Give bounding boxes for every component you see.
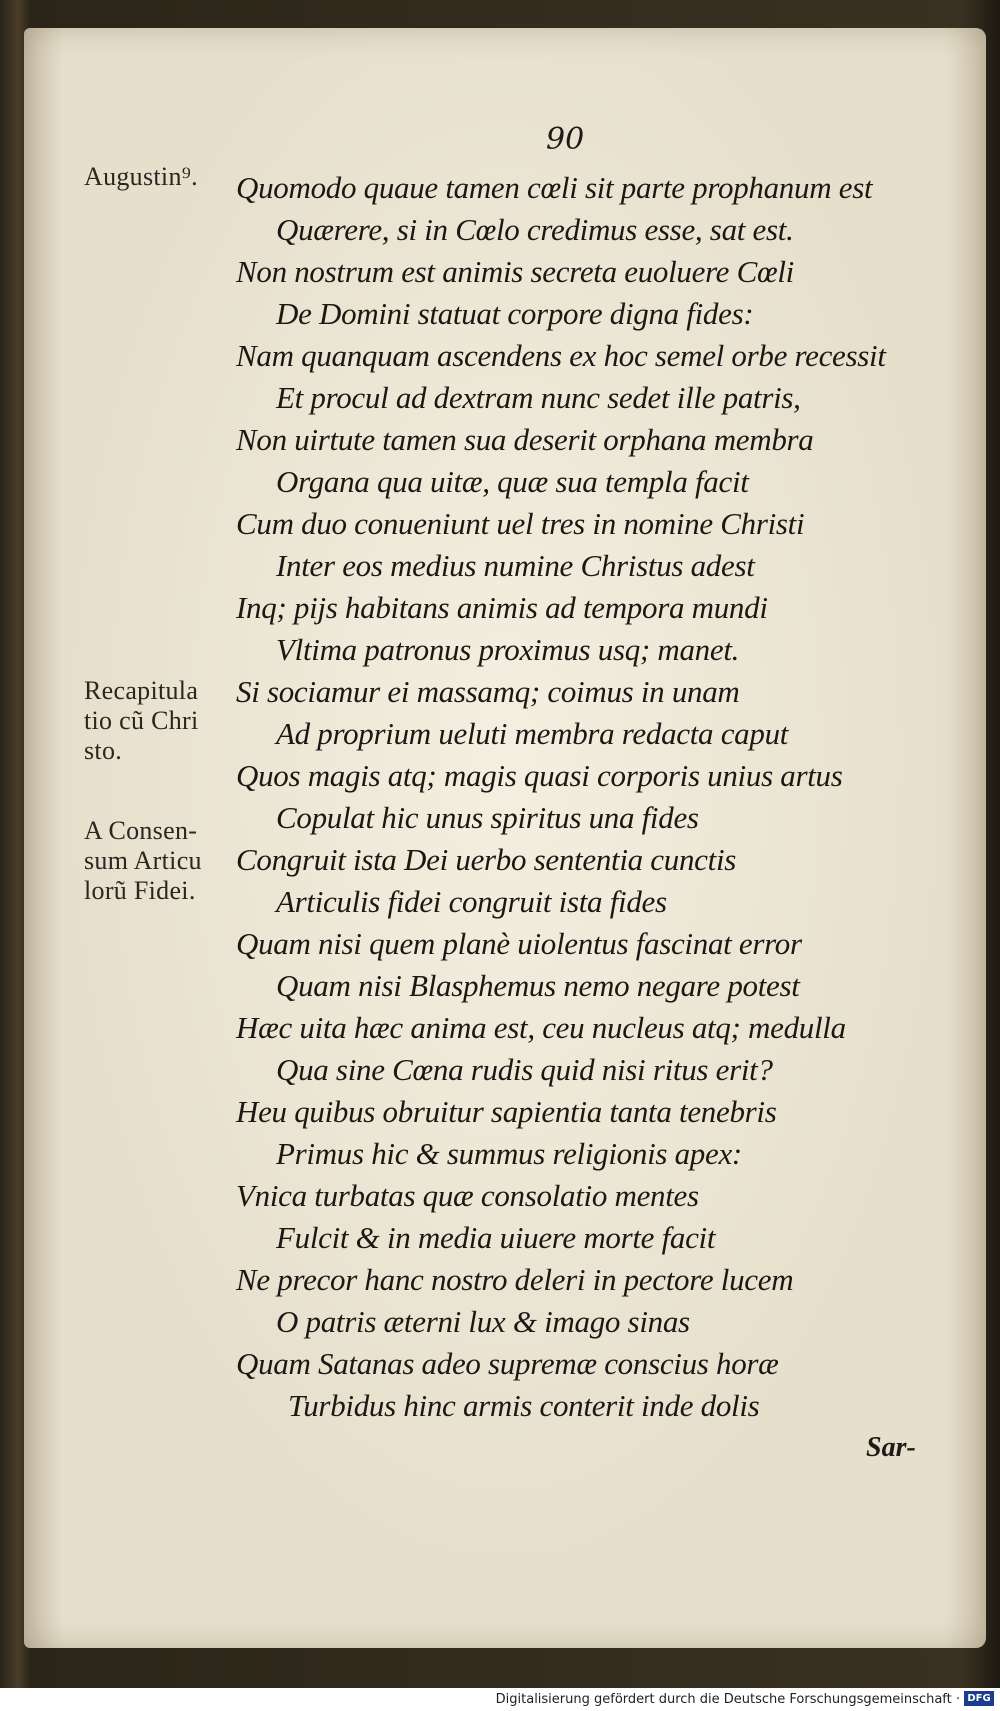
catchword: Sar- — [866, 1432, 916, 1463]
verse-line: Et procul ad dextram nunc sedet ille patris, — [276, 380, 801, 415]
verse-line: Primus hic & summus religionis apex: — [276, 1136, 742, 1171]
verse-line: Quam Satanas adeo supremæ conscius horæ — [236, 1346, 779, 1381]
margin-note-line: Augustin⁹. — [84, 162, 198, 191]
verse-line: Articulis fidei congruit ista fides — [276, 884, 667, 919]
page-number: 90 — [546, 122, 585, 157]
verse-line: Nam quanquam ascendens ex hoc semel orbe recessit — [236, 338, 886, 373]
digitization-credit: Digitalisierung gefördert durch die Deutsche Forschungsgemeinschaft · — [495, 1692, 960, 1707]
margin-note-consensum — [84, 816, 202, 906]
verse-line: Qua sine Cœna rudis quid nisi ritus erit? — [276, 1052, 773, 1087]
verse-line: O patris æterni lux & imago sinas — [276, 1304, 690, 1339]
verse-line: Ne precor hanc nostro deleri in pectore lucem — [236, 1262, 794, 1297]
verse-line: Organa qua uitæ, quæ sua templa facit — [276, 464, 749, 499]
verse-line: Inter eos medius numine Christus adest — [276, 548, 755, 583]
verse-line: Inq; pijs habitans animis ad tempora mundi — [236, 590, 768, 625]
verse-line: Hæc uita hæc anima est, ceu nucleus atq; medulla — [236, 1010, 846, 1045]
verse-line: Cum duo conueniunt uel tres in nomine Christi — [236, 506, 805, 541]
verse-line: Ad proprium ueluti membra redacta caput — [276, 716, 789, 751]
margin-note-augustinus — [84, 162, 198, 192]
margin-note-line: lorũ Fidei. — [84, 876, 196, 905]
margin-note-line: tio cũ Chri — [84, 706, 199, 735]
verse-line: De Domini statuat corpore digna fides: — [276, 296, 754, 331]
dfg-logo-icon: DFG — [964, 1691, 994, 1706]
verse-line: Heu quibus obruitur sapientia tanta tenebris — [236, 1094, 777, 1129]
verse-line: Vnica turbatas quæ consolatio mentes — [236, 1178, 699, 1213]
verse-line: Fulcit & in media uiuere morte facit — [276, 1220, 716, 1255]
verse-line: Non nostrum est animis secreta euoluere Cœli — [236, 254, 794, 289]
margin-note-line: A Consen- — [84, 816, 198, 845]
verse-line: Congruit ista Dei uerbo sententia cunctis — [236, 842, 737, 877]
verse-line: Turbidus hinc armis conterit inde dolis — [288, 1388, 760, 1423]
verse-line: Quos magis atq; magis quasi corporis unius artus — [236, 758, 843, 793]
verse-line: Quærere, si in Cœlo credimus esse, sat est. — [276, 212, 794, 247]
margin-note-line: sum Articu — [84, 846, 202, 875]
margin-note-line: sto. — [84, 736, 123, 765]
verse-line: Vltima patronus proximus usq; manet. — [276, 632, 740, 667]
verse-line: Quomodo quaue tamen cœli sit parte prophanum est — [236, 170, 873, 205]
verse-line: Copulat hic unus spiritus una fides — [276, 800, 699, 835]
verse-line: Si sociamur ei massamq; coimus in unam — [236, 674, 740, 709]
verse-line: Non uirtute tamen sua deserit orphana membra — [236, 422, 814, 457]
margin-note-line: Recapitula — [84, 676, 199, 705]
verse-line: Quam nisi Blasphemus nemo negare potest — [276, 968, 800, 1003]
margin-note-recapitulatio — [84, 676, 199, 766]
verse-line: Quam nisi quem planè uiolentus fascinat error — [236, 926, 802, 961]
